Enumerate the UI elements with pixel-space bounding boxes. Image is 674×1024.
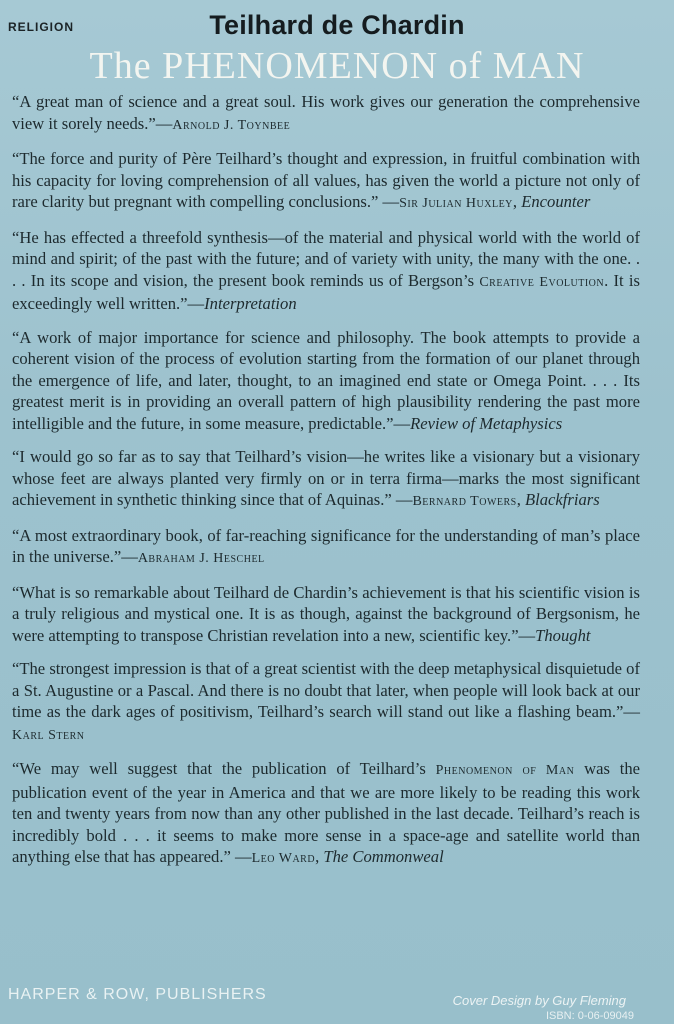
quote-text: “The strongest impression is that of a great scientist with the deep metaphysical disquietude of a St. Augustine or a Pascal. And there is no doubt that later, when people will look back at our time as the dark ages of positivism, Teilhard’s search will stand out like a flashing beam.”— <box>12 659 640 721</box>
quote-publication: Interpretation <box>204 294 297 313</box>
book-title <box>0 44 674 88</box>
quote-heschel <box>12 525 640 570</box>
quote-huxley: “The force and purity of Père Teilhard’s thought and expression, in fruitful combination with his capacity for loving comprehension of all values, has given the world a picture not only of rare clarity but pregnant with compelling conclusions.” —Sir Julian Huxley, Encounter <box>12 149 640 211</box>
quote-book-title: Phenomenon of Man <box>435 763 575 778</box>
quote-text: “The force and purity of Père Teilhard’s thought and expression, in fruitful combination with his capacity for loving comprehension of all values, has given the world a picture not only of rare clarity but pregnant with compelling conclusions.” — <box>12 149 640 211</box>
title-suffix: MAN <box>482 45 585 87</box>
quote-text: “He has effected a threefold synthesis—of the material and physical world with the world of mind and spirit; of the past with the future; and of variety with unity, the many with the one. . . . In its scope and vision, the present book reminds us of Bergson’s <box>12 227 640 290</box>
quote-book-title: Creative Evolution <box>479 274 605 290</box>
quote-source: Leo Ward <box>251 851 316 866</box>
quote-toynbee <box>12 91 640 136</box>
author-name: Teilhard de Chardin <box>209 10 465 40</box>
quote-publication: The Commonweal <box>323 847 444 866</box>
cover-header <box>0 0 674 92</box>
quote-text: “What is so remarkable about Teilhard de Chardin’s achievement is that his scientific vision is a truly religious and mystical one. It is as though, against the background of Bergsonism, he were attempting to transpose Christian revelation into a new, scientific key.”— <box>12 582 640 645</box>
quote-source: Abraham J. Heschel <box>137 551 265 566</box>
quote-text: . It is exceedingly well written.”— <box>12 270 640 313</box>
quote-ward: “We may well suggest that the publication of Teilhard’s Phenomenon of Man was the publication event of the year in America and that we are more likely to be reading this work ten and twenty years from now than any other published in the last decade. Teilhard’s reach is incredibly bold . . . it seems to make more sense in a space-age and satellite world than anything else that has appeared.” —Leo Ward, The Commonweal <box>12 759 640 866</box>
quote-source: Bernard Towers <box>412 494 517 509</box>
quote-source: Arnold J. Toynbee <box>172 117 291 133</box>
quote-publication: Thought <box>535 625 591 645</box>
quote-publication: Blackfriars <box>525 490 600 509</box>
quote-text: was the publication event of the year in America and that we are more likely to be reading this work ten and twenty years from now than any other published in the last decade. Teilhard’s reach is incredibly bold . . . it seems to make more sense in a space-age and satellite world than anything else that has appeared.” — <box>12 759 640 866</box>
quote-text: “A most extraordinary book, of far-reaching significance for the understanding of man’s place in the universe.”— <box>12 525 640 566</box>
quote-stern <box>12 658 640 746</box>
quote-towers: “I would go so far as to say that Teilhard’s vision—he writes like a visionary but a visionary whose feet are always planted very firmly on or in terra firma—marks the most significant achievement in synthetic thinking since that of Aquinas.” —Bernard Towers, Blackfriars <box>12 447 640 509</box>
category-label: RELIGION <box>8 20 75 34</box>
quote-review-of-metaphysics <box>12 327 640 435</box>
quote-thought <box>12 582 640 647</box>
title-prefix: The PHENOMENON <box>89 45 449 87</box>
quote-publication: Review of Metaphysics <box>410 413 563 433</box>
review-quotes <box>12 91 640 882</box>
publisher-name: HARPER & ROW, PUBLISHERS <box>8 986 267 1003</box>
quote-text: “A work of major importance for science and philosophy. The book attempts to provide a coherent vision of the process of evolution starting from the formation of our planet through the emergence of life, and later, thought, to an imagined end state or Omega Point. . . . Its greatest merit is in providing an overall pattern of high plausibility rendering the past more intelligible and the future, in some measure, predictable.”— <box>12 327 640 433</box>
title-of: of <box>448 45 483 87</box>
quote-source: Sir Julian Huxley <box>399 196 513 211</box>
cover-design-credit: Cover Design by Guy Fleming <box>452 993 626 1008</box>
quote-interpretation <box>12 227 640 315</box>
quote-publication: Encounter <box>521 192 591 211</box>
quote-text: “A great man of science and a great soul. His work gives our generation the comprehensive view it sorely needs.”— <box>12 92 640 133</box>
quote-source: Karl Stern <box>12 727 85 743</box>
isbn-number: ISBN: 0-06-09049 <box>545 1010 634 1022</box>
quote-text: “We may well suggest that the publication of Teilhard’s <box>12 759 436 778</box>
quote-text: “I would go so far as to say that Teilhard’s vision—he writes like a visionary but a visionary whose feet are always planted very firmly on or in terra firma—marks the most significant achievement in synthetic thinking since that of Aquinas.” — <box>12 447 640 509</box>
